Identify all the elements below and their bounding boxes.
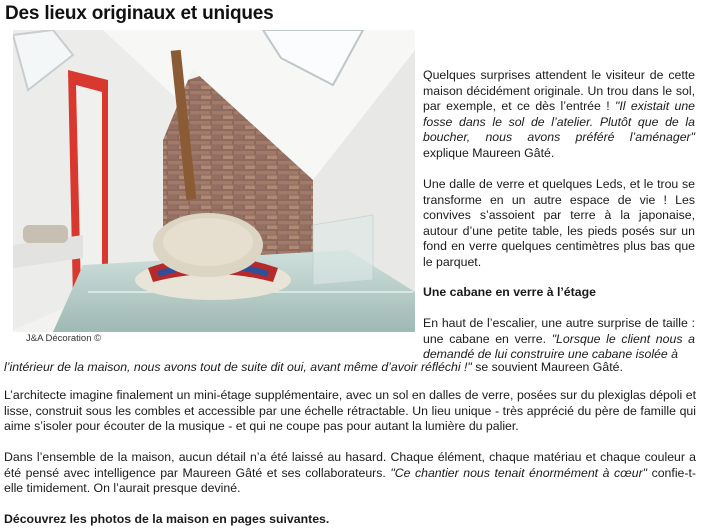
paragraph-cabin: En haut de l’escalier, une autre surprise de taille : une cabane en verre. "Lorsque le client nous a demandé de lui construire une cabane isolée à bbox=[423, 316, 695, 361]
paragraph-details: Dans l’ensemble de la maison, aucun détail n’a été laissé au hasard. Chaque élément, chaque matériau et chaque couleur a été pensé avec intelligence par Maureen Gâté et ses collaborateurs. "Ce chantier nous tenait énormément à cœur" confie-t-elle timidement. On l’aurait presque deviné. bbox=[4, 450, 696, 495]
paragraph-glass-slab: Une dalle de verre et quelques Leds, et le trou se transforme en un autre espace de vie ! Les convives s’assoient par terre à la japonaise, autour d’une petite table, les pieds posés sur un fond en verre quelques centimètres plus bas que le parquet. bbox=[423, 177, 695, 269]
paragraph-architect: L’architecte imagine finalement un mini-étage supplémentaire, avec un sol en dalles de verre, posées sur du plexiglas dépoli et lisse, construit sous les combles et accessible par une échelle rétractable. Un lieu unique - très apprécié du père de famille qui aime s’isoler pour écouter de la musique - et qui ne coupe pas pour autant la lumière du palier. bbox=[4, 388, 696, 433]
article-photo bbox=[13, 30, 415, 332]
paragraph-cabin-cont: l’intérieur de la maison, nous avons tout de suite dit oui, avant même d’avoir réfléchi !" se souvient Maureen Gâté. bbox=[4, 360, 623, 374]
photo-credit: J&A Décoration © bbox=[26, 333, 102, 344]
paragraph-intro: Quelques surprises attendent le visiteur de cette maison décidément originale. Un trou dans le sol, par exemple, et ce dès l’entrée ! "Il existait une fosse dans le sol de l’atelier. Plutôt que de la boucher, nous avons préféré l’aménager" explique Maureen Gâté. bbox=[423, 68, 695, 160]
attic-glass-cabin-illustration bbox=[13, 30, 415, 332]
page-title: Des lieux originaux et uniques bbox=[5, 3, 274, 24]
subheading: Une cabane en verre à l’étage bbox=[423, 285, 596, 299]
next-pages-link[interactable]: Découvrez les photos de la maison en pages suivantes. bbox=[4, 512, 330, 526]
